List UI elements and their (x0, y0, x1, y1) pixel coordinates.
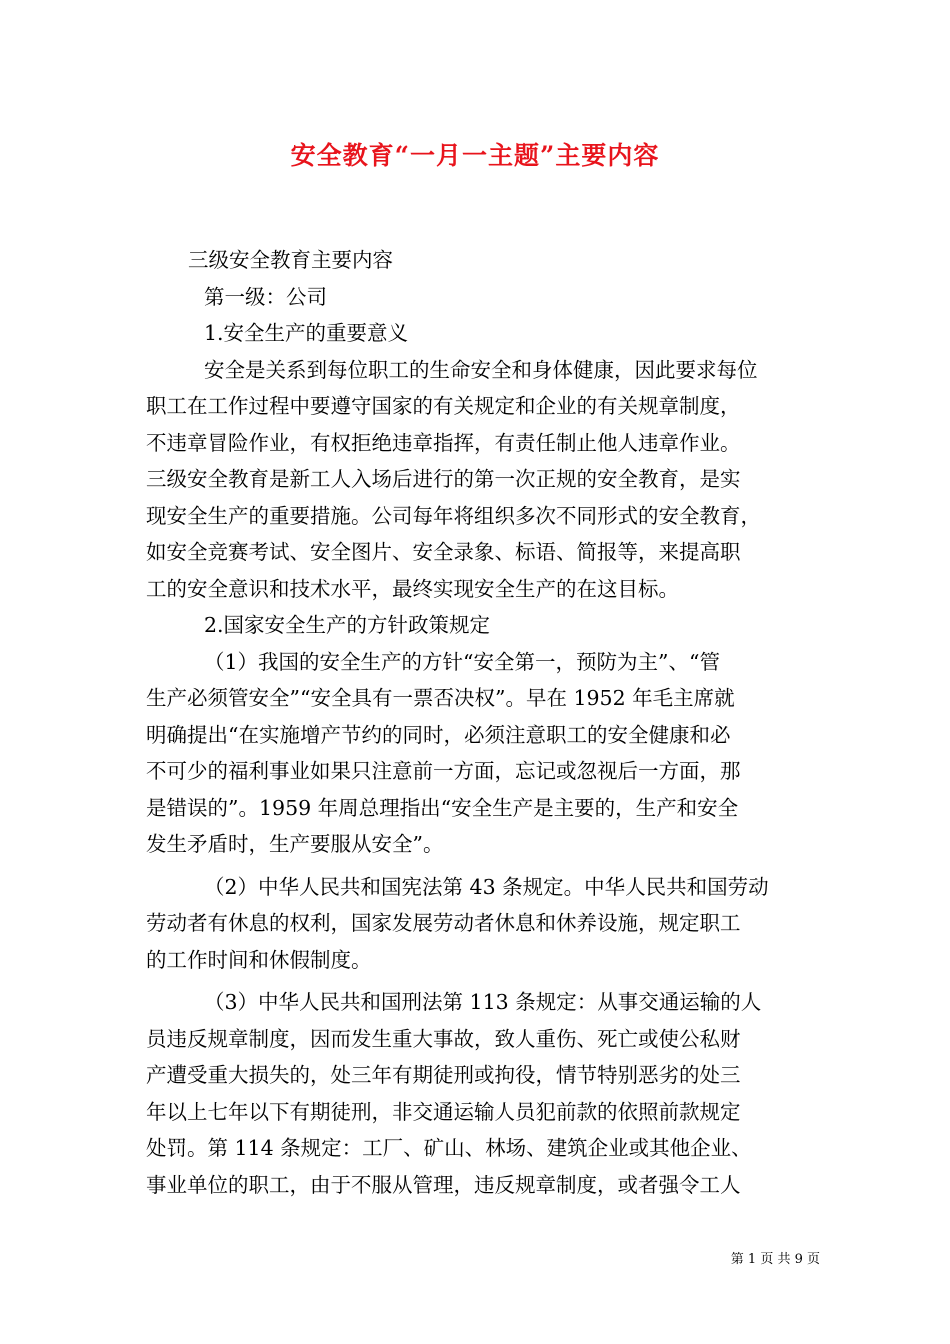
paragraph-line: 明确提出“在实施增产节约的同时，必须注意职工的安全健康和必 (146, 722, 731, 747)
paragraph-line: 安全是关系到每位职工的生命安全和身体健康，因此要求每位 (204, 357, 758, 382)
document-title: 安全教育“一月一主题”主要内容 (290, 141, 660, 170)
paragraph-line: 如安全竞赛考试、安全图片、安全录象、标语、简报等，来提高职 (146, 540, 741, 564)
document-body (146, 242, 814, 1203)
paragraph-line: 年以上七年以下有期徒刑，非交通运输人员犯前款的依照前款规定 (146, 1099, 741, 1124)
paragraph-line: 是错误的”。1959 年周总理指出“安全生产是主要的，生产和安全 (146, 795, 739, 820)
item-heading: 2.国家安全生产的方针政策规定 (204, 613, 491, 637)
level-heading: 第一级：公司 (204, 284, 327, 309)
item-heading: 1.安全生产的重要意义 (204, 321, 409, 345)
paragraph-line: 的工作时间和休假制度。 (146, 947, 372, 972)
paragraph-line: 工的安全意识和技术水平，最终实现安全生产的在这目标。 (146, 576, 679, 601)
paragraph-line: 不可少的福利事业如果只注意前一方面，忘记或忽视后一方面，那 (146, 759, 741, 783)
paragraph-line: 现安全生产的重要措施。公司每年将组织多次不同形式的安全教育， (146, 503, 761, 528)
paragraph-line: 发生矛盾时，生产要服从安全”。 (146, 832, 444, 856)
page-number: 第 1 页 共 9 页 (730, 1252, 820, 1267)
paragraph-line: 产遭受重大损失的，处三年有期徒刑或拘役，情节特别恶劣的处三 (146, 1063, 741, 1087)
paragraph-line: 处罚。第 114 条规定：工厂、矿山、林场、建筑企业或其他企业、 (146, 1136, 752, 1160)
paragraph-line: 职工在工作过程中要遵守国家的有关规定和企业的有关规章制度， (146, 394, 741, 418)
paragraph-line: （3）中华人民共和国刑法第 113 条规定：从事交通运输的人 (204, 990, 762, 1014)
paragraph-line: （2）中华人民共和国宪法第 43 条规定。中华人民共和国劳动 (204, 874, 769, 899)
paragraph-line: （1）我国的安全生产的方针“安全第一，预防为主”、“管 (204, 649, 720, 674)
paragraph-line: 员违反规章制度，因而发生重大事故，致人重伤、死亡或使公私财 (146, 1026, 741, 1051)
paragraph-line: 三级安全教育是新工人入场后进行的第一次正规的安全教育，是实 (146, 467, 741, 491)
section-heading: 三级安全教育主要内容 (188, 248, 393, 272)
paragraph-line: 事业单位的职工，由于不服从管理，违反规章制度，或者强令工人 (146, 1172, 741, 1197)
paragraph-line: 不违章冒险作业，有权拒绝违章指挥，有责任制止他人违章作业。 (146, 430, 741, 455)
paragraph-line: 生产必须管安全”“安全具有一票否决权”。早在 1952 年毛主席就 (146, 686, 735, 710)
paragraph-line: 劳动者有休息的权利，国家发展劳动者休息和休养设施，规定职工 (146, 911, 741, 935)
